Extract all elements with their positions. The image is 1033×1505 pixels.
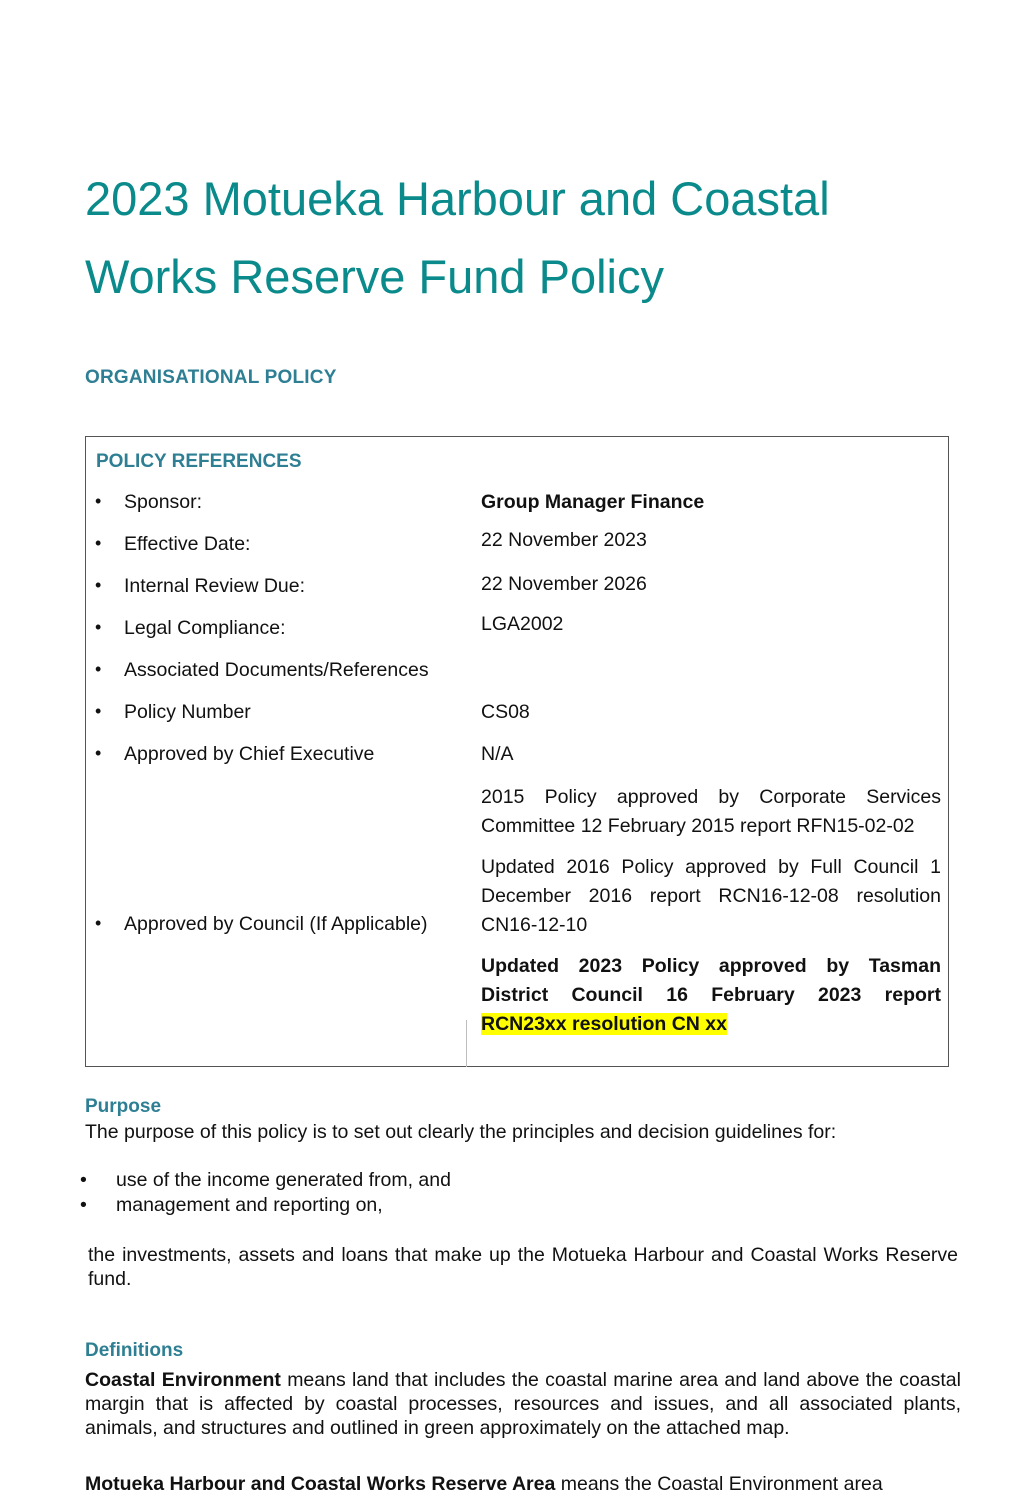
list-item: • management and reporting on, <box>80 1194 383 1216</box>
policy-references-heading: POLICY REFERENCES <box>96 451 302 472</box>
list-item: • use of the income generated from, and <box>80 1169 451 1191</box>
bullet-icon: • <box>95 617 102 637</box>
approval-2016: Updated 2016 Policy approved by Full Council 1 December 2016 report RCN16-12-08 resolution CN16-12-10 <box>481 856 941 936</box>
bullet-icon: • <box>95 701 102 721</box>
ref-value: CS08 <box>481 701 530 723</box>
ref-value: N/A <box>481 743 514 765</box>
definition-text: means land that includes the coastal marine area and land above the coastal margin that is affected by coastal processes, resources and issues, and all associated plants, animals, and structures and outlined in green approximately on the attached map. <box>85 1369 961 1439</box>
council-approvals <box>481 783 941 1051</box>
ref-label: Sponsor: <box>124 491 203 513</box>
purpose-intro: The purpose of this policy is to set out clearly the principles and decision guidelines for: <box>85 1121 837 1143</box>
policy-type: ORGANISATIONAL POLICY <box>85 367 337 388</box>
ref-label: Policy Number <box>124 701 251 723</box>
bullet-icon: • <box>80 1194 87 1216</box>
ref-label: Legal Compliance: <box>124 617 286 639</box>
definition-term: Motueka Harbour and Coastal Works Reserve Area <box>85 1473 556 1495</box>
ref-value: LGA2002 <box>481 613 564 635</box>
approval-2023-text: Updated 2023 Policy approved by Tasman District Council 16 February 2023 report <box>481 955 941 1006</box>
column-divider <box>466 1020 467 1067</box>
definitions-heading: Definitions <box>85 1340 184 1361</box>
ref-label: Approved by Council (If Applicable) <box>124 913 428 935</box>
bullet-icon: • <box>95 533 102 553</box>
title-line-2: Works Reserve Fund Policy <box>85 250 664 303</box>
ref-label: Associated Documents/References <box>124 659 429 681</box>
ref-value: Group Manager Finance <box>481 491 705 513</box>
definition-reserve-area <box>85 1472 961 1496</box>
ref-label: Effective Date: <box>124 533 251 555</box>
ref-label: Internal Review Due: <box>124 575 306 597</box>
ref-value: 22 November 2023 <box>481 529 647 551</box>
bullet-icon: • <box>80 1169 87 1191</box>
approval-2023-highlight: RCN23xx resolution CN xx <box>481 1013 727 1035</box>
purpose-heading: Purpose <box>85 1096 162 1117</box>
purpose-list <box>80 1168 451 1218</box>
document-title <box>85 160 965 316</box>
bullet-icon: • <box>95 575 102 595</box>
approval-2023 <box>481 952 941 1039</box>
purpose-outro: the investments, assets and loans that make up the Motueka Harbour and Coastal Works Reserve fund. <box>88 1244 958 1290</box>
definition-term: Coastal Environment <box>85 1369 281 1391</box>
ref-label: Approved by Chief Executive <box>124 743 375 765</box>
definition-text: means the Coastal Environment area <box>555 1473 883 1495</box>
ref-value: 22 November 2026 <box>481 573 647 595</box>
bullet-icon: • <box>95 913 102 933</box>
approval-2015: 2015 Policy approved by Corporate Services Committee 12 February 2015 report RFN15-02-02 <box>481 786 941 837</box>
title-line-1: 2023 Motueka Harbour and Coastal <box>85 172 830 225</box>
policy-references-table <box>85 436 949 1067</box>
definition-coastal-environment <box>85 1368 961 1440</box>
bullet-icon: • <box>95 743 102 763</box>
bullet-icon: • <box>95 659 102 679</box>
bullet-icon: • <box>95 491 102 511</box>
